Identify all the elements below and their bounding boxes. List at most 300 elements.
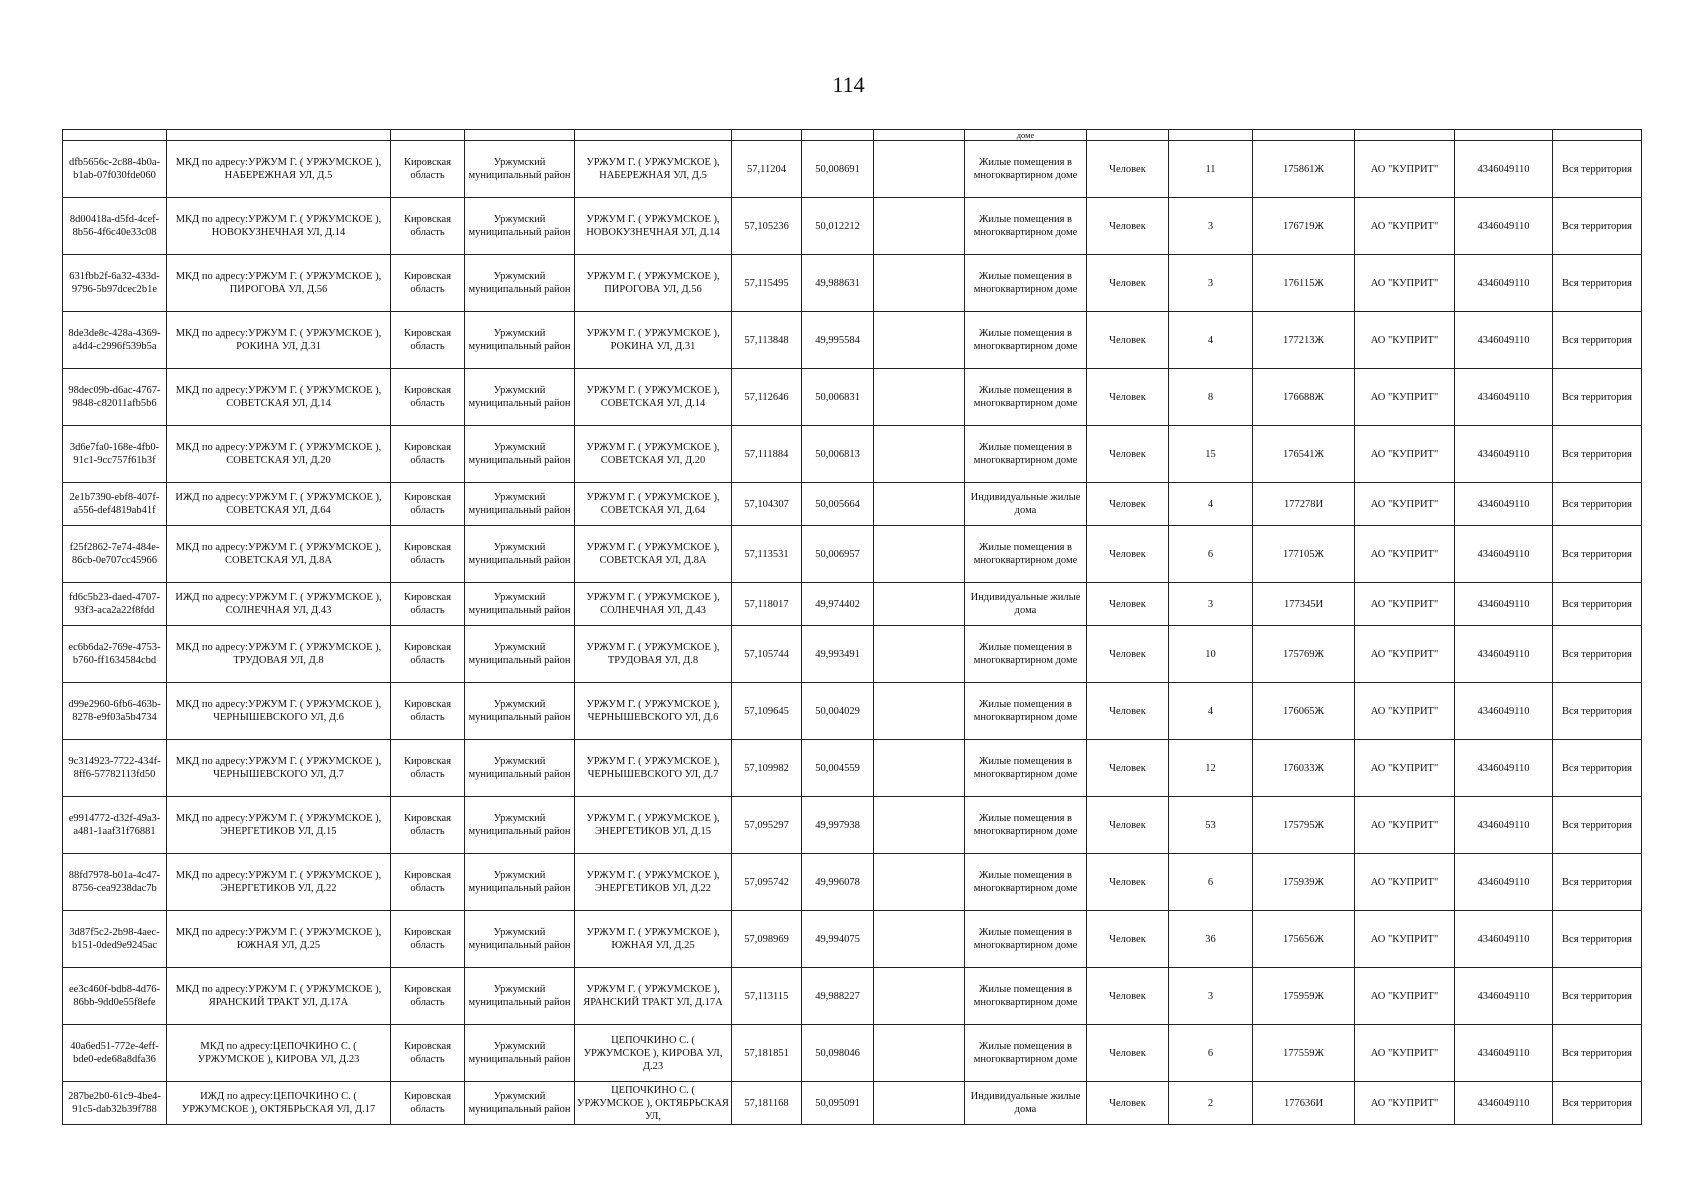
cell-org: АО "КУПРИТ" <box>1355 1025 1455 1082</box>
cell-empty <box>874 255 965 312</box>
cell-org: АО "КУПРИТ" <box>1355 854 1455 911</box>
cell-count: 3 <box>1169 968 1253 1025</box>
cell-region: Кировская область <box>391 1082 465 1125</box>
cell-org: АО "КУПРИТ" <box>1355 526 1455 583</box>
cell-empty <box>874 911 965 968</box>
table-row <box>63 911 1642 968</box>
cell-territory: Вся территория <box>1553 1082 1642 1125</box>
cell-id: 8de3de8c-428a-4369-a4d4-c2996f539b5a <box>63 312 167 369</box>
cell-count: 36 <box>1169 911 1253 968</box>
cell-address <box>575 130 732 141</box>
cell-org: АО "КУПРИТ" <box>1355 626 1455 683</box>
cell-lat: 57,104307 <box>732 483 802 526</box>
cell-count: 15 <box>1169 426 1253 483</box>
cell-org: АО "КУПРИТ" <box>1355 255 1455 312</box>
cell-inn: 4346049110 <box>1455 968 1553 1025</box>
cell-inn: 4346049110 <box>1455 141 1553 198</box>
cell-id: d99e2960-6fb6-463b-8278-e9f03a5b4734 <box>63 683 167 740</box>
cell-category: Индивидуальные жилые дома <box>965 583 1087 626</box>
cell-object: МКД по адресу:УРЖУМ Г. ( УРЖУМСКОЕ ), ЭНЕРГЕТИКОВ УЛ, Д.22 <box>167 854 391 911</box>
cell-object: ИЖД по адресу:УРЖУМ Г. ( УРЖУМСКОЕ ), СОВЕТСКАЯ УЛ, Д.64 <box>167 483 391 526</box>
cell-unit: Человек <box>1087 255 1169 312</box>
cell-code: 177278И <box>1253 483 1355 526</box>
cell-code: 175795Ж <box>1253 797 1355 854</box>
cell-empty <box>874 1082 965 1125</box>
cell-address: УРЖУМ Г. ( УРЖУМСКОЕ ), ЧЕРНЫШЕВСКОГО УЛ, Д.6 <box>575 683 732 740</box>
cell-category: доме <box>965 130 1087 141</box>
cell-code: 176719Ж <box>1253 198 1355 255</box>
cell-district: Уржумский муниципальный район <box>465 1082 575 1125</box>
cell-id: 3d87f5c2-2b98-4aec-b151-0ded9e9245ac <box>63 911 167 968</box>
cell-inn: 4346049110 <box>1455 426 1553 483</box>
cell-address: УРЖУМ Г. ( УРЖУМСКОЕ ), ПИРОГОВА УЛ, Д.56 <box>575 255 732 312</box>
cell-code: 176033Ж <box>1253 740 1355 797</box>
cell-unit: Человек <box>1087 583 1169 626</box>
cell-code: 175656Ж <box>1253 911 1355 968</box>
cell-unit: Человек <box>1087 740 1169 797</box>
cell-code: 177213Ж <box>1253 312 1355 369</box>
page-number: 114 <box>832 72 865 97</box>
cell-id: 631fbb2f-6a32-433d-9796-5b97dcec2b1e <box>63 255 167 312</box>
cell-district: Уржумский муниципальный район <box>465 1025 575 1082</box>
cell-lon: 49,997938 <box>802 797 874 854</box>
cell-territory: Вся территория <box>1553 911 1642 968</box>
table-row-partial <box>63 130 1642 141</box>
cell-lat: 57,118017 <box>732 583 802 626</box>
cell-count: 2 <box>1169 1082 1253 1125</box>
cell-address: УРЖУМ Г. ( УРЖУМСКОЕ ), СОВЕТСКАЯ УЛ, Д.20 <box>575 426 732 483</box>
cell-territory: Вся территория <box>1553 583 1642 626</box>
cell-unit: Человек <box>1087 1082 1169 1125</box>
cell-district: Уржумский муниципальный район <box>465 526 575 583</box>
cell-empty <box>874 141 965 198</box>
cell-lat: 57,105744 <box>732 626 802 683</box>
cell-region: Кировская область <box>391 797 465 854</box>
cell-address: УРЖУМ Г. ( УРЖУМСКОЕ ), ЭНЕРГЕТИКОВ УЛ, Д.22 <box>575 854 732 911</box>
cell-object: МКД по адресу:УРЖУМ Г. ( УРЖУМСКОЕ ), РОКИНА УЛ, Д.31 <box>167 312 391 369</box>
cell-inn <box>1455 130 1553 141</box>
table-row <box>63 141 1642 198</box>
cell-lon: 50,004029 <box>802 683 874 740</box>
cell-id: 88fd7978-b01a-4c47-8756-cea9238dac7b <box>63 854 167 911</box>
cell-empty <box>874 1025 965 1082</box>
cell-lat: 57,095297 <box>732 797 802 854</box>
cell-empty <box>874 968 965 1025</box>
cell-object: МКД по адресу:УРЖУМ Г. ( УРЖУМСКОЕ ), ЧЕРНЫШЕВСКОГО УЛ, Д.7 <box>167 740 391 797</box>
cell-org: АО "КУПРИТ" <box>1355 369 1455 426</box>
cell-territory: Вся территория <box>1553 740 1642 797</box>
cell-object: МКД по адресу:УРЖУМ Г. ( УРЖУМСКОЕ ), ЭНЕРГЕТИКОВ УЛ, Д.15 <box>167 797 391 854</box>
cell-unit: Человек <box>1087 968 1169 1025</box>
table-row <box>63 626 1642 683</box>
cell-district: Уржумский муниципальный район <box>465 312 575 369</box>
cell-lat: 57,181851 <box>732 1025 802 1082</box>
cell-lon: 49,988227 <box>802 968 874 1025</box>
cell-category: Жилые помещения в многоквартирном доме <box>965 369 1087 426</box>
cell-id: 40a6ed51-772e-4eff-bde0-ede68a8dfa36 <box>63 1025 167 1082</box>
cell-count: 53 <box>1169 797 1253 854</box>
cell-lat: 57,11204 <box>732 141 802 198</box>
cell-unit: Человек <box>1087 1025 1169 1082</box>
cell-object: МКД по адресу:УРЖУМ Г. ( УРЖУМСКОЕ ), СОВЕТСКАЯ УЛ, Д.8А <box>167 526 391 583</box>
cell-district: Уржумский муниципальный район <box>465 483 575 526</box>
cell-id: fd6c5b23-daed-4707-93f3-aca2a22f8fdd <box>63 583 167 626</box>
cell-lat: 57,113531 <box>732 526 802 583</box>
cell-object: МКД по адресу:УРЖУМ Г. ( УРЖУМСКОЕ ), НАБЕРЕЖНАЯ УЛ, Д.5 <box>167 141 391 198</box>
cell-territory: Вся территория <box>1553 797 1642 854</box>
cell-object: МКД по адресу:УРЖУМ Г. ( УРЖУМСКОЕ ), НОВОКУЗНЕЧНАЯ УЛ, Д.14 <box>167 198 391 255</box>
cell-code: 175769Ж <box>1253 626 1355 683</box>
cell-code: 175939Ж <box>1253 854 1355 911</box>
cell-code: 177559Ж <box>1253 1025 1355 1082</box>
cell-lon: 50,098046 <box>802 1025 874 1082</box>
cell-territory: Вся территория <box>1553 426 1642 483</box>
cell-district: Уржумский муниципальный район <box>465 683 575 740</box>
cell-address: УРЖУМ Г. ( УРЖУМСКОЕ ), ЮЖНАЯ УЛ, Д.25 <box>575 911 732 968</box>
cell-unit: Человек <box>1087 483 1169 526</box>
cell-code: 175959Ж <box>1253 968 1355 1025</box>
cell-territory: Вся территория <box>1553 626 1642 683</box>
cell-district: Уржумский муниципальный район <box>465 854 575 911</box>
cell-district: Уржумский муниципальный район <box>465 911 575 968</box>
cell-category: Жилые помещения в многоквартирном доме <box>965 740 1087 797</box>
cell-org: АО "КУПРИТ" <box>1355 198 1455 255</box>
cell-unit: Человек <box>1087 141 1169 198</box>
cell-count: 3 <box>1169 583 1253 626</box>
cell-inn: 4346049110 <box>1455 369 1553 426</box>
cell-lon: 50,006813 <box>802 426 874 483</box>
cell-address: ЦЕПОЧКИНО С. ( УРЖУМСКОЕ ), КИРОВА УЛ, Д.23 <box>575 1025 732 1082</box>
table-row <box>63 583 1642 626</box>
cell-territory <box>1553 130 1642 141</box>
cell-org: АО "КУПРИТ" <box>1355 968 1455 1025</box>
cell-code: 176115Ж <box>1253 255 1355 312</box>
cell-category: Индивидуальные жилые дома <box>965 1082 1087 1125</box>
cell-lat: 57,095742 <box>732 854 802 911</box>
cell-lon: 50,006957 <box>802 526 874 583</box>
cell-district: Уржумский муниципальный район <box>465 797 575 854</box>
cell-org: АО "КУПРИТ" <box>1355 141 1455 198</box>
cell-object: ИЖД по адресу:УРЖУМ Г. ( УРЖУМСКОЕ ), СОЛНЕЧНАЯ УЛ, Д.43 <box>167 583 391 626</box>
cell-count: 4 <box>1169 683 1253 740</box>
table-row <box>63 369 1642 426</box>
cell-lon: 50,004559 <box>802 740 874 797</box>
cell-category: Жилые помещения в многоквартирном доме <box>965 526 1087 583</box>
cell-territory: Вся территория <box>1553 312 1642 369</box>
cell-id: 9c314923-7722-434f-8ff6-57782113fd50 <box>63 740 167 797</box>
cell-category: Жилые помещения в многоквартирном доме <box>965 797 1087 854</box>
cell-empty <box>874 683 965 740</box>
cell-district: Уржумский муниципальный район <box>465 626 575 683</box>
cell-org: АО "КУПРИТ" <box>1355 911 1455 968</box>
cell-empty <box>874 740 965 797</box>
cell-code: 177636И <box>1253 1082 1355 1125</box>
cell-unit: Человек <box>1087 683 1169 740</box>
cell-territory: Вся территория <box>1553 141 1642 198</box>
cell-empty <box>874 369 965 426</box>
cell-object: МКД по адресу:УРЖУМ Г. ( УРЖУМСКОЕ ), СОВЕТСКАЯ УЛ, Д.14 <box>167 369 391 426</box>
cell-org: АО "КУПРИТ" <box>1355 683 1455 740</box>
cell-empty <box>874 312 965 369</box>
cell-district <box>465 130 575 141</box>
cell-district: Уржумский муниципальный район <box>465 740 575 797</box>
cell-inn: 4346049110 <box>1455 526 1553 583</box>
cell-territory: Вся территория <box>1553 1025 1642 1082</box>
cell-org: АО "КУПРИТ" <box>1355 426 1455 483</box>
table-row <box>63 426 1642 483</box>
cell-lat: 57,105236 <box>732 198 802 255</box>
cell-unit: Человек <box>1087 626 1169 683</box>
cell-object: МКД по адресу:УРЖУМ Г. ( УРЖУМСКОЕ ), ЯРАНСКИЙ ТРАКТ УЛ, Д.17А <box>167 968 391 1025</box>
cell-region: Кировская область <box>391 683 465 740</box>
cell-count: 6 <box>1169 1025 1253 1082</box>
cell-district: Уржумский муниципальный район <box>465 426 575 483</box>
cell-empty <box>874 797 965 854</box>
cell-lat: 57,111884 <box>732 426 802 483</box>
cell-id: 2e1b7390-ebf8-407f-a556-def4819ab41f <box>63 483 167 526</box>
cell-id: 98dec09b-d6ac-4767-9848-c82011afb5b6 <box>63 369 167 426</box>
cell-lat: 57,113848 <box>732 312 802 369</box>
cell-lat: 57,109982 <box>732 740 802 797</box>
table-row <box>63 854 1642 911</box>
cell-org: АО "КУПРИТ" <box>1355 312 1455 369</box>
cell-org: АО "КУПРИТ" <box>1355 797 1455 854</box>
cell-address: УРЖУМ Г. ( УРЖУМСКОЕ ), СОВЕТСКАЯ УЛ, Д.8А <box>575 526 732 583</box>
cell-count: 4 <box>1169 483 1253 526</box>
cell-inn: 4346049110 <box>1455 583 1553 626</box>
cell-inn: 4346049110 <box>1455 797 1553 854</box>
cell-lat: 57,112646 <box>732 369 802 426</box>
cell-lon: 49,974402 <box>802 583 874 626</box>
cell-territory: Вся территория <box>1553 483 1642 526</box>
cell-inn: 4346049110 <box>1455 255 1553 312</box>
cell-lon: 49,993491 <box>802 626 874 683</box>
cell-code: 177345И <box>1253 583 1355 626</box>
cell-category: Жилые помещения в многоквартирном доме <box>965 683 1087 740</box>
cell-region: Кировская область <box>391 583 465 626</box>
cell-region: Кировская область <box>391 968 465 1025</box>
cell-id <box>63 130 167 141</box>
cell-address: УРЖУМ Г. ( УРЖУМСКОЕ ), НОВОКУЗНЕЧНАЯ УЛ, Д.14 <box>575 198 732 255</box>
cell-territory: Вся территория <box>1553 526 1642 583</box>
cell-address: УРЖУМ Г. ( УРЖУМСКОЕ ), ТРУДОВАЯ УЛ, Д.8 <box>575 626 732 683</box>
table-row <box>63 198 1642 255</box>
cell-object: МКД по адресу:УРЖУМ Г. ( УРЖУМСКОЕ ), ТРУДОВАЯ УЛ, Д.8 <box>167 626 391 683</box>
cell-region: Кировская область <box>391 369 465 426</box>
cell-district: Уржумский муниципальный район <box>465 583 575 626</box>
cell-region: Кировская область <box>391 740 465 797</box>
cell-org <box>1355 130 1455 141</box>
cell-region: Кировская область <box>391 312 465 369</box>
cell-territory: Вся территория <box>1553 683 1642 740</box>
cell-region: Кировская область <box>391 255 465 312</box>
cell-count: 10 <box>1169 626 1253 683</box>
cell-unit: Человек <box>1087 198 1169 255</box>
cell-category: Жилые помещения в многоквартирном доме <box>965 141 1087 198</box>
cell-lat <box>732 130 802 141</box>
cell-lon: 50,095091 <box>802 1082 874 1125</box>
cell-region: Кировская область <box>391 854 465 911</box>
cell-category: Жилые помещения в многоквартирном доме <box>965 626 1087 683</box>
cell-district: Уржумский муниципальный район <box>465 369 575 426</box>
table-row <box>63 797 1642 854</box>
cell-address: УРЖУМ Г. ( УРЖУМСКОЕ ), ЧЕРНЫШЕВСКОГО УЛ, Д.7 <box>575 740 732 797</box>
cell-lon: 49,994075 <box>802 911 874 968</box>
cell-empty <box>874 426 965 483</box>
cell-address: УРЖУМ Г. ( УРЖУМСКОЕ ), ЭНЕРГЕТИКОВ УЛ, Д.15 <box>575 797 732 854</box>
cell-empty <box>874 483 965 526</box>
cell-count: 3 <box>1169 255 1253 312</box>
cell-category: Жилые помещения в многоквартирном доме <box>965 911 1087 968</box>
cell-inn: 4346049110 <box>1455 683 1553 740</box>
cell-address: УРЖУМ Г. ( УРЖУМСКОЕ ), СОВЕТСКАЯ УЛ, Д.14 <box>575 369 732 426</box>
cell-region: Кировская область <box>391 198 465 255</box>
cell-territory: Вся территория <box>1553 255 1642 312</box>
cell-code: 176541Ж <box>1253 426 1355 483</box>
cell-inn: 4346049110 <box>1455 312 1553 369</box>
table-row <box>63 968 1642 1025</box>
cell-district: Уржумский муниципальный район <box>465 198 575 255</box>
cell-lat: 57,181168 <box>732 1082 802 1125</box>
cell-count <box>1169 130 1253 141</box>
cell-org: АО "КУПРИТ" <box>1355 740 1455 797</box>
cell-category: Жилые помещения в многоквартирном доме <box>965 255 1087 312</box>
cell-lon: 49,988631 <box>802 255 874 312</box>
cell-empty <box>874 854 965 911</box>
cell-category: Жилые помещения в многоквартирном доме <box>965 854 1087 911</box>
cell-id: 3d6e7fa0-168e-4fb0-91c1-9cc757f61b3f <box>63 426 167 483</box>
cell-region: Кировская область <box>391 426 465 483</box>
cell-address: ЦЕПОЧКИНО С. ( УРЖУМСКОЕ ), ОКТЯБРЬСКАЯ УЛ, <box>575 1082 732 1125</box>
cell-empty <box>874 130 965 141</box>
table-row <box>63 526 1642 583</box>
cell-region: Кировская область <box>391 141 465 198</box>
cell-region: Кировская область <box>391 483 465 526</box>
cell-address: УРЖУМ Г. ( УРЖУМСКОЕ ), ЯРАНСКИЙ ТРАКТ УЛ, Д.17А <box>575 968 732 1025</box>
cell-territory: Вся территория <box>1553 854 1642 911</box>
cell-id: ee3c460f-bdb8-4d76-86bb-9dd0e55f8efe <box>63 968 167 1025</box>
cell-unit: Человек <box>1087 797 1169 854</box>
cell-id: f25f2862-7e74-484e-86cb-0e707cc45966 <box>63 526 167 583</box>
cell-id: 287be2b0-61c9-4be4-91c5-dab32b39f788 <box>63 1082 167 1125</box>
cell-empty <box>874 526 965 583</box>
table-row <box>63 312 1642 369</box>
cell-territory: Вся территория <box>1553 198 1642 255</box>
cell-region: Кировская область <box>391 626 465 683</box>
cell-object: ИЖД по адресу:ЦЕПОЧКИНО С. ( УРЖУМСКОЕ ), ОКТЯБРЬСКАЯ УЛ, Д.17 <box>167 1082 391 1125</box>
cell-unit: Человек <box>1087 312 1169 369</box>
cell-region: Кировская область <box>391 526 465 583</box>
cell-lon: 50,012212 <box>802 198 874 255</box>
cell-empty <box>874 626 965 683</box>
cell-code: 177105Ж <box>1253 526 1355 583</box>
cell-code: 175861Ж <box>1253 141 1355 198</box>
cell-lon: 49,996078 <box>802 854 874 911</box>
table-body <box>63 130 1642 1125</box>
cell-org: АО "КУПРИТ" <box>1355 583 1455 626</box>
cell-id: e9914772-d32f-49a3-a481-1aaf31f76881 <box>63 797 167 854</box>
cell-object: МКД по адресу:ЦЕПОЧКИНО С. ( УРЖУМСКОЕ ), КИРОВА УЛ, Д.23 <box>167 1025 391 1082</box>
table-row <box>63 483 1642 526</box>
table-row <box>63 255 1642 312</box>
cell-category: Жилые помещения в многоквартирном доме <box>965 968 1087 1025</box>
cell-lon: 50,008691 <box>802 141 874 198</box>
cell-lat: 57,113115 <box>732 968 802 1025</box>
table-row <box>63 1082 1642 1125</box>
cell-lon <box>802 130 874 141</box>
cell-unit: Человек <box>1087 426 1169 483</box>
cell-object: МКД по адресу:УРЖУМ Г. ( УРЖУМСКОЕ ), ПИРОГОВА УЛ, Д.56 <box>167 255 391 312</box>
cell-object: МКД по адресу:УРЖУМ Г. ( УРЖУМСКОЕ ), СОВЕТСКАЯ УЛ, Д.20 <box>167 426 391 483</box>
cell-count: 11 <box>1169 141 1253 198</box>
cell-count: 6 <box>1169 526 1253 583</box>
cell-address: УРЖУМ Г. ( УРЖУМСКОЕ ), НАБЕРЕЖНАЯ УЛ, Д.5 <box>575 141 732 198</box>
cell-object: МКД по адресу:УРЖУМ Г. ( УРЖУМСКОЕ ), ЧЕРНЫШЕВСКОГО УЛ, Д.6 <box>167 683 391 740</box>
cell-region: Кировская область <box>391 1025 465 1082</box>
cell-category: Жилые помещения в многоквартирном доме <box>965 312 1087 369</box>
cell-id: 8d00418a-d5fd-4cef-8b56-4f6c40e33c08 <box>63 198 167 255</box>
cell-count: 6 <box>1169 854 1253 911</box>
cell-region: Кировская область <box>391 911 465 968</box>
cell-category: Жилые помещения в многоквартирном доме <box>965 198 1087 255</box>
cell-territory: Вся территория <box>1553 968 1642 1025</box>
cell-org: АО "КУПРИТ" <box>1355 483 1455 526</box>
cell-lat: 57,109645 <box>732 683 802 740</box>
cell-lat: 57,098969 <box>732 911 802 968</box>
cell-territory: Вся территория <box>1553 369 1642 426</box>
cell-district: Уржумский муниципальный район <box>465 255 575 312</box>
cell-region <box>391 130 465 141</box>
cell-empty <box>874 583 965 626</box>
cell-inn: 4346049110 <box>1455 483 1553 526</box>
cell-address: УРЖУМ Г. ( УРЖУМСКОЕ ), СОЛНЕЧНАЯ УЛ, Д.43 <box>575 583 732 626</box>
cell-code: 176065Ж <box>1253 683 1355 740</box>
cell-inn: 4346049110 <box>1455 911 1553 968</box>
cell-object <box>167 130 391 141</box>
cell-lon: 50,006831 <box>802 369 874 426</box>
cell-category: Жилые помещения в многоквартирном доме <box>965 426 1087 483</box>
cell-unit: Человек <box>1087 526 1169 583</box>
cell-unit: Человек <box>1087 911 1169 968</box>
cell-org: АО "КУПРИТ" <box>1355 1082 1455 1125</box>
cell-address: УРЖУМ Г. ( УРЖУМСКОЕ ), СОВЕТСКАЯ УЛ, Д.64 <box>575 483 732 526</box>
cell-object: МКД по адресу:УРЖУМ Г. ( УРЖУМСКОЕ ), ЮЖНАЯ УЛ, Д.25 <box>167 911 391 968</box>
cell-count: 4 <box>1169 312 1253 369</box>
cell-district: Уржумский муниципальный район <box>465 141 575 198</box>
table-row <box>63 1025 1642 1082</box>
cell-id: ec6b6da2-769e-4753-b760-ff1634584cbd <box>63 626 167 683</box>
cell-count: 3 <box>1169 198 1253 255</box>
cell-inn: 4346049110 <box>1455 198 1553 255</box>
cell-unit: Человек <box>1087 369 1169 426</box>
cell-address: УРЖУМ Г. ( УРЖУМСКОЕ ), РОКИНА УЛ, Д.31 <box>575 312 732 369</box>
cell-district: Уржумский муниципальный район <box>465 968 575 1025</box>
cell-inn: 4346049110 <box>1455 854 1553 911</box>
cell-inn: 4346049110 <box>1455 740 1553 797</box>
cell-unit: Человек <box>1087 854 1169 911</box>
cell-inn: 4346049110 <box>1455 1025 1553 1082</box>
cell-lon: 50,005664 <box>802 483 874 526</box>
cell-code: 176688Ж <box>1253 369 1355 426</box>
registry-table <box>62 129 1642 1125</box>
cell-category: Жилые помещения в многоквартирном доме <box>965 1025 1087 1082</box>
cell-code <box>1253 130 1355 141</box>
cell-count: 12 <box>1169 740 1253 797</box>
cell-unit <box>1087 130 1169 141</box>
cell-inn: 4346049110 <box>1455 1082 1553 1125</box>
cell-category: Индивидуальные жилые дома <box>965 483 1087 526</box>
cell-empty <box>874 198 965 255</box>
